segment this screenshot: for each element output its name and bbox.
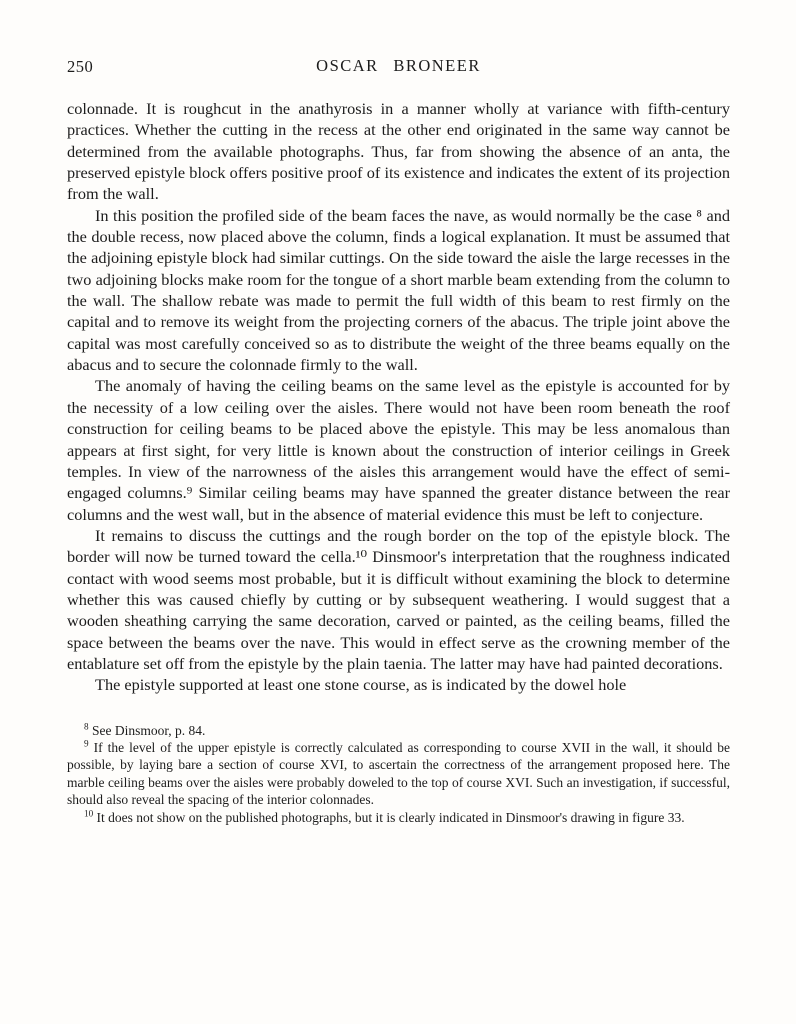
- footnote-text: It does not show on the published photographs, but it is clearly indicated in Dinsmoor's drawing in figure 33.: [96, 809, 685, 825]
- paragraph: It remains to discuss the cuttings and the rough border on the top of the epistyle block. The border will now be turned toward the cella.¹⁰ Dinsmoor's interpretation that the roughness indicated contact with wood seems most probable, but it is difficult without examining the block to determine whether this was caused chiefly by cutting or by subsequent weathering. I would suggest that a wooden sheathing carrying the same decoration, carved or painted, as the ceiling beams, filled the space between the beams over the nave. This would in effect serve as the crowning member of the entablature set off from the epistyle by the plain taenia. The latter may have had painted decorations.: [67, 525, 730, 673]
- paragraph: In this position the profiled side of the beam faces the nave, as would normally be the case ⁸ and the double recess, now placed above the column, finds a logical explanation. It must be assumed that the adjoining epistyle block had similar cuttings. On the side toward the aisle the large recesses in the two adjoining blocks make room for the tongue of a short marble beam extending from the column to the wall. The shallow rebate was made to permit the full width of this beam to rest firmly on the capital and to remove its weight from the projecting corners of the abacus. The triple joint above the capital was most carefully conceived so as to distribute the weight of the three beams equally on the abacus and to secure the colonnade firmly to the wall.: [67, 205, 730, 375]
- body-text: [67, 98, 730, 696]
- footnote-marker: 10: [84, 808, 94, 819]
- footnote: [67, 722, 730, 739]
- footnote-text: If the level of the upper epistyle is correctly calculated as corresponding to course XVII in the wall, it should be possible, by laying bare a section of course XVI, to ascertain the correctness of the arrangement proposed here. The marble ceiling beams over the aisles were probably doweled to the top of course XVI. Such an investigation, if successful, should also reveal the spacing of the interior colonnades.: [67, 740, 730, 808]
- footnote: [67, 739, 730, 809]
- footnotes: [67, 722, 730, 826]
- paragraph: The anomaly of having the ceiling beams on the same level as the epistyle is accounted for by the necessity of a low ceiling over the aisles. There would not have been room beneath the roof construction for ceiling beams to be placed above the epistyle. This may be less anomalous than appears at first sight, for very little is known about the construction of interior ceilings in Greek temples. In view of the narrowness of the aisles this arrangement would have the effect of semi-engaged columns.⁹ Similar ceiling beams may have spanned the greater distance between the rear columns and the west wall, but in the absence of material evidence this must be left to conjecture.: [67, 376, 730, 524]
- page-number: 250: [67, 57, 94, 76]
- paragraph: colonnade. It is roughcut in the anathyrosis in a manner wholly at variance with fifth-century practices. Whether the cutting in the recess at the other end originated in the same way cannot be determined from the available photographs. Thus, far from showing the absence of an anta, the preserved epistyle block offers positive proof of its existence and indicates the extent of its projection from the wall.: [67, 99, 730, 204]
- footnote-marker: 9: [84, 738, 89, 749]
- footnote-marker: 8: [84, 721, 89, 732]
- footnote-text: See Dinsmoor, p. 84.: [91, 722, 206, 738]
- running-head: [67, 56, 730, 78]
- footnote: [67, 809, 730, 826]
- paragraph: The epistyle supported at least one stone course, as is indicated by the dowel hole: [95, 675, 627, 695]
- running-header-title: OSCAR BRONEER: [316, 56, 481, 75]
